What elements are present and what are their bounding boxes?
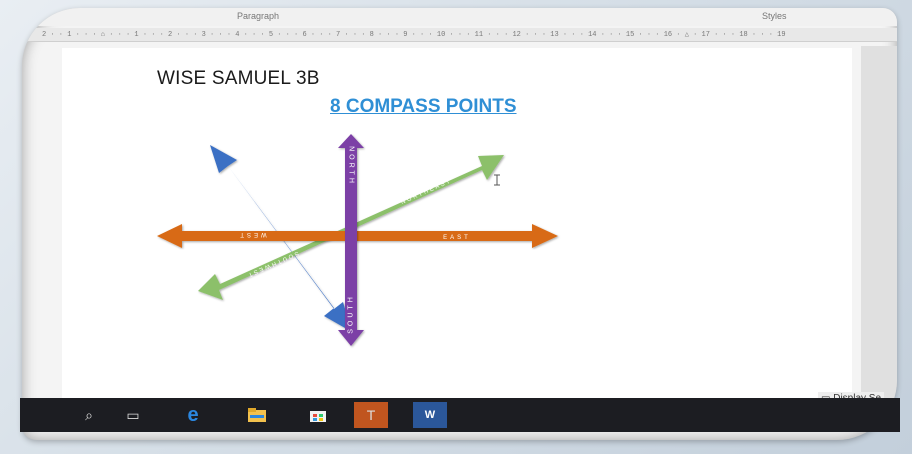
label-northwest: NORTHWEST (253, 165, 293, 214)
document-page[interactable] (62, 48, 852, 398)
label-northeast: NORTHEAST (400, 178, 453, 206)
teams-badge: T (366, 407, 376, 423)
edge-icon[interactable]: e (187, 403, 199, 426)
task-view-icon[interactable]: ▭ (126, 406, 140, 423)
label-west: WEST (237, 231, 267, 237)
windows-taskbar (20, 398, 900, 432)
arrow-west-east (157, 224, 558, 248)
label-south: SOUTH (347, 294, 355, 334)
compass-diagram (102, 48, 662, 398)
author-name: WISE SAMUEL 3B (157, 68, 320, 89)
horizontal-ruler[interactable]: 2 · · 1 · · · ⌂ · · · 1 · · · 2 · · · 3 · · · 4 · · · 5 · · · 6 · · · 7 · · · 8 · · · 9 · · · 10 · · · 11 · · · 12 · · · 13 · · · 14 · · · 15 · · · 16 · △ · 17 · · · 18 · · · 19 (22, 28, 897, 42)
label-southwest: SOUTHWEST (245, 249, 300, 279)
label-east: EAST (443, 235, 471, 241)
i-beam-cursor-icon (494, 175, 500, 185)
store-icon[interactable] (301, 402, 335, 428)
label-north: NORTH (347, 146, 355, 186)
file-explorer-icon[interactable] (240, 402, 274, 428)
ribbon-group-labels (22, 8, 897, 26)
search-icon[interactable]: ⌕ (85, 406, 93, 423)
label-southeast: SOUTHEAST (388, 251, 427, 300)
word-badge: W (424, 409, 436, 421)
word-window (22, 8, 897, 440)
ribbon-styles-label: Styles (762, 11, 787, 21)
word-icon[interactable] (413, 402, 447, 428)
document-margin-area (861, 46, 897, 402)
teams-icon[interactable] (354, 402, 388, 428)
ribbon-paragraph-label: Paragraph (237, 11, 280, 21)
document-title: 8 COMPASS POINTS (330, 96, 517, 117)
